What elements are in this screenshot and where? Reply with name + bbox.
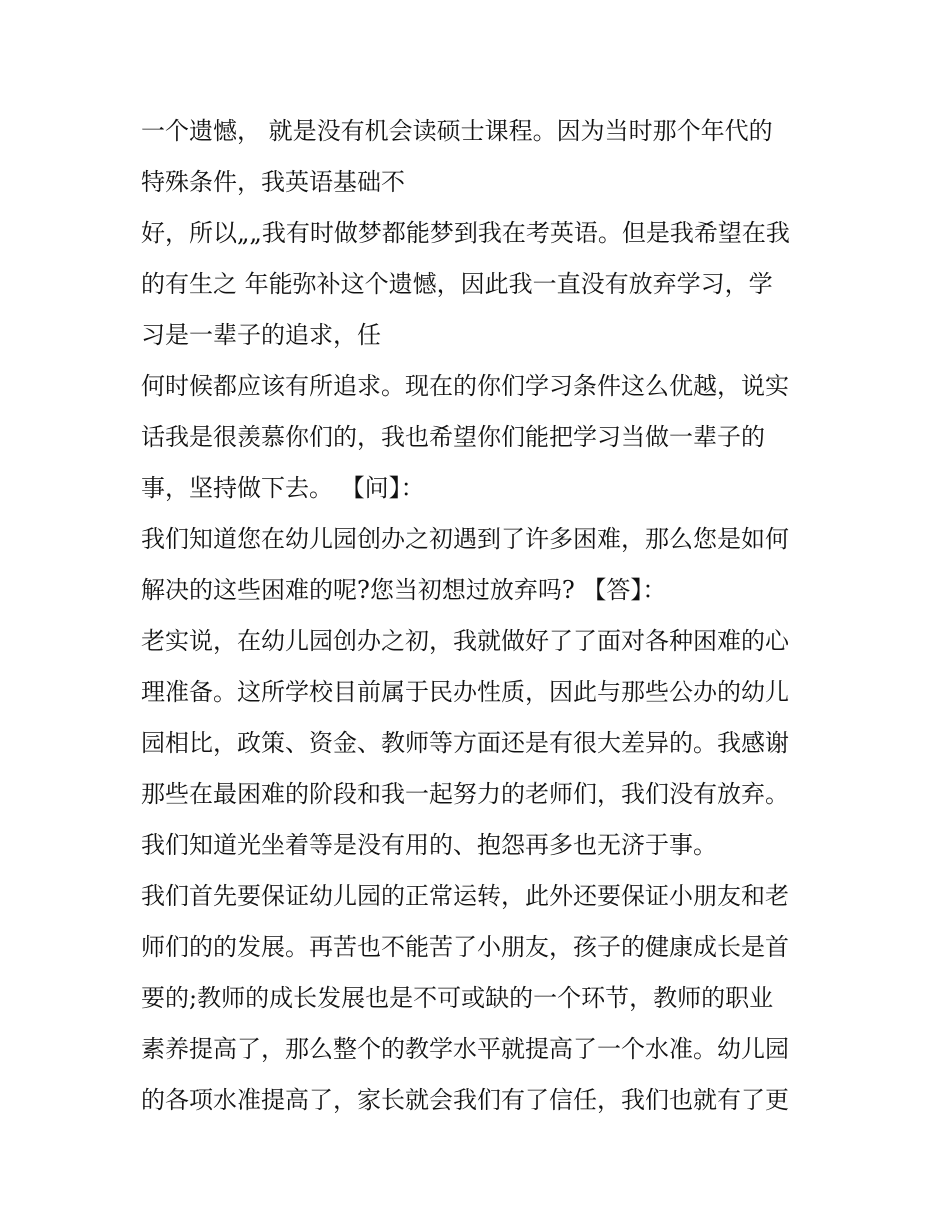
- text-line: 何时候都应该有所追求。现在的你们学习条件这么优越，说实: [141, 372, 789, 400]
- text-line: 我们首先要保证幼儿园的正常运转，此外还要保证小朋友和老: [141, 882, 789, 910]
- text-line: 老实说，在幼儿园创办之初，我就做好了了面对各种困难的心: [141, 627, 789, 655]
- text-line: 好，所以„„我有时做梦都能梦到我在考英语。但是我希望在我: [141, 219, 790, 247]
- text-line: 一个遗憾， 就是没有机会读硕士课程。因为当时那个年代的: [141, 117, 773, 145]
- text-line: 我们知道光坐着等是没有用的、抱怨再多也无济于事。: [141, 831, 717, 859]
- text-line: 我们知道您在幼儿园创办之初遇到了许多困难，那么您是如何: [141, 525, 789, 553]
- text-line: 话我是很羡慕你们的，我也希望你们能把学习当做一辈子的: [141, 423, 765, 451]
- text-line: 事，坚持做下去。 【问】：: [141, 474, 425, 502]
- text-line: 那些在最困难的阶段和我一起努力的老师们，我们没有放弃。: [141, 780, 789, 808]
- text-line: 师们的的发展。再苦也不能苦了小朋友，孩子的健康成长是首: [141, 933, 789, 961]
- text-line: 的有生之 年能弥补这个遗憾，因此我一直没有放弃学习，学: [141, 270, 773, 298]
- text-line: 理准备。这所学校目前属于民办性质，因此与那些公办的幼儿: [141, 678, 789, 706]
- text-line: 习是一辈子的追求，任: [141, 321, 381, 349]
- text-line: 解决的这些困难的呢?您当初想过放弃吗? 【答】：: [141, 576, 667, 604]
- text-line: 的各项水准提高了，家长就会我们有了信任，我们也就有了更: [141, 1086, 789, 1114]
- text-line: 特殊条件，我英语基础不: [141, 168, 405, 196]
- text-line: 素养提高了，那么整个的教学水平就提高了一个水准。幼儿园: [141, 1035, 789, 1063]
- text-line: 园相比，政策、资金、教师等方面还是有很大差异的。我感谢: [141, 729, 789, 757]
- body-text: [141, 106, 821, 1126]
- text-line: 要的;教师的成长发展也是不可或缺的一个环节，教师的职业: [141, 984, 774, 1012]
